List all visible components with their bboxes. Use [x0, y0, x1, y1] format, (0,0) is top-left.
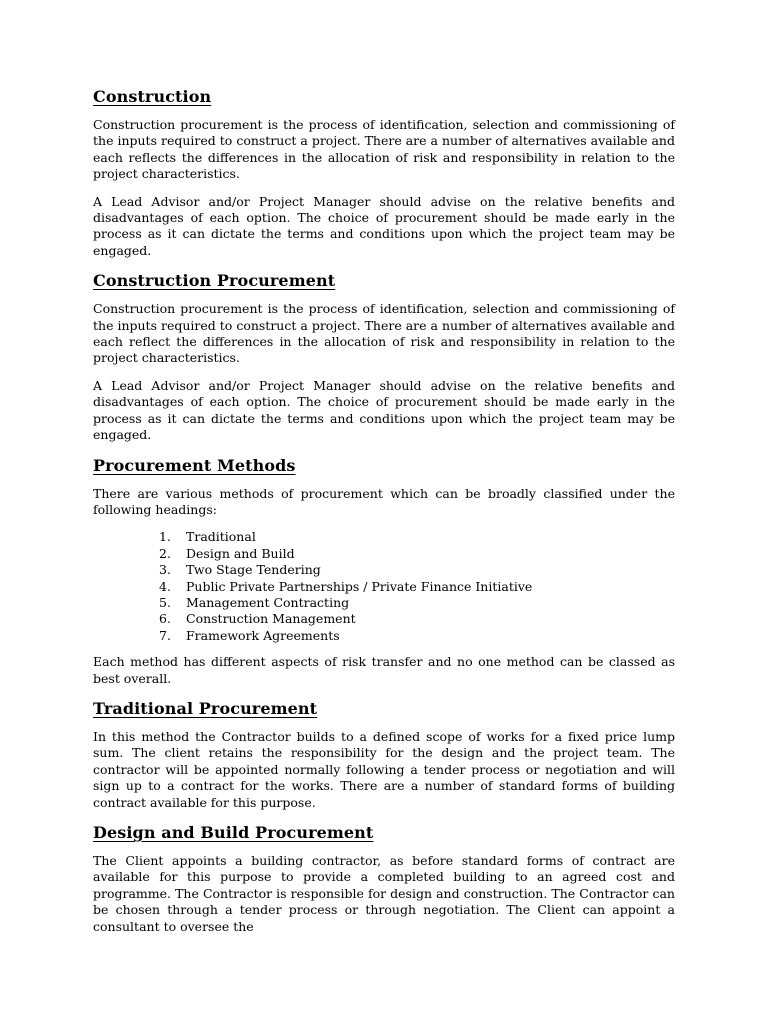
- list-number: 6.: [159, 611, 171, 627]
- section-design-build-procurement: [93, 822, 675, 934]
- list-label: Management Contracting: [186, 594, 350, 610]
- list-item: [93, 546, 675, 562]
- heading-traditional-procurement: Traditional Procurement: [93, 698, 318, 718]
- document-page: [93, 86, 675, 934]
- list-label: Traditional: [186, 529, 256, 545]
- list-label: Design and Build: [186, 545, 295, 561]
- paragraph: Construction procurement is the process of identification, selection and commissioning of the inputs required to construct a project. There are a number of alternatives available and each reflect the differences in the allocation of risk and responsibility in relation to the project characteristics.: [93, 301, 675, 366]
- heading-construction: Construction: [93, 87, 212, 106]
- list-item: [93, 611, 675, 627]
- list-item: [93, 595, 675, 611]
- list-number: 3.: [159, 562, 171, 578]
- list-number: 2.: [159, 545, 171, 561]
- section-traditional-procurement: [93, 698, 675, 811]
- section-construction-procurement: [93, 270, 675, 443]
- paragraph: A Lead Advisor and/or Project Manager should advise on the relative benefits and disadvantages of each option. The choice of procurement should be made early in the process as it can dictate the terms and conditions upon which the project team may be engaged.: [93, 377, 675, 443]
- list-number: 5.: [159, 594, 171, 610]
- list-item: [93, 628, 675, 644]
- paragraph: In this method the Contractor builds to a defined scope of works for a fixed price lump sum. The client retains the responsibility for the design and the project team. The contractor will be appointed normally following a tender process or negotiation and will sign up to a contract for the works. There are a number of standard forms of building contract available for this purpose.: [93, 728, 675, 810]
- list-item: [93, 579, 675, 595]
- list-item: [93, 529, 675, 545]
- section-procurement-methods: [93, 455, 675, 687]
- heading-procurement-methods: Procurement Methods: [93, 455, 296, 475]
- paragraph-clip: [93, 853, 675, 934]
- list-item: [93, 562, 675, 578]
- paragraph: Construction procurement is the process of identification, selection and commissioning of the inputs required to construct a project. There are a number of alternatives available and each reflects the differences in the allocation of risk and responsibility in relation to the project characteristics.: [93, 117, 675, 182]
- methods-list: [93, 529, 675, 644]
- heading-design-build-procurement: Design and Build Procurement: [93, 823, 374, 842]
- list-label: Framework Agreements: [186, 627, 340, 643]
- list-label: Public Private Partnerships / Private Finance Initiative: [186, 578, 533, 594]
- heading-construction-procurement: Construction Procurement: [93, 271, 336, 291]
- paragraph: A Lead Advisor and/or Project Manager should advise on the relative benefits and disadvantages of each option. The choice of procurement should be made early in the process as it can dictate the terms and conditions upon which the project team may be engaged.: [93, 193, 675, 258]
- list-number: 4.: [159, 578, 171, 594]
- list-label: Two Stage Tendering: [186, 562, 321, 578]
- paragraph: The Client appoints a building contractor, as before standard forms of contract are available for this purpose to provide a completed building to an agreed cost and programme. The Contractor is responsible for design and construction. The Contractor can be chosen through a tender process or through negotiation. The Client can appoint a consultant to oversee the: [93, 853, 675, 934]
- paragraph: There are various methods of procurement which can be broadly classified under the following headings:: [93, 485, 675, 517]
- list-label: Construction Management: [186, 611, 356, 627]
- paragraph: Each method has different aspects of risk transfer and no one method can be classed as best overall.: [93, 654, 675, 686]
- section-construction: [93, 86, 675, 259]
- list-number: 1.: [159, 529, 171, 545]
- list-number: 7.: [159, 627, 171, 643]
